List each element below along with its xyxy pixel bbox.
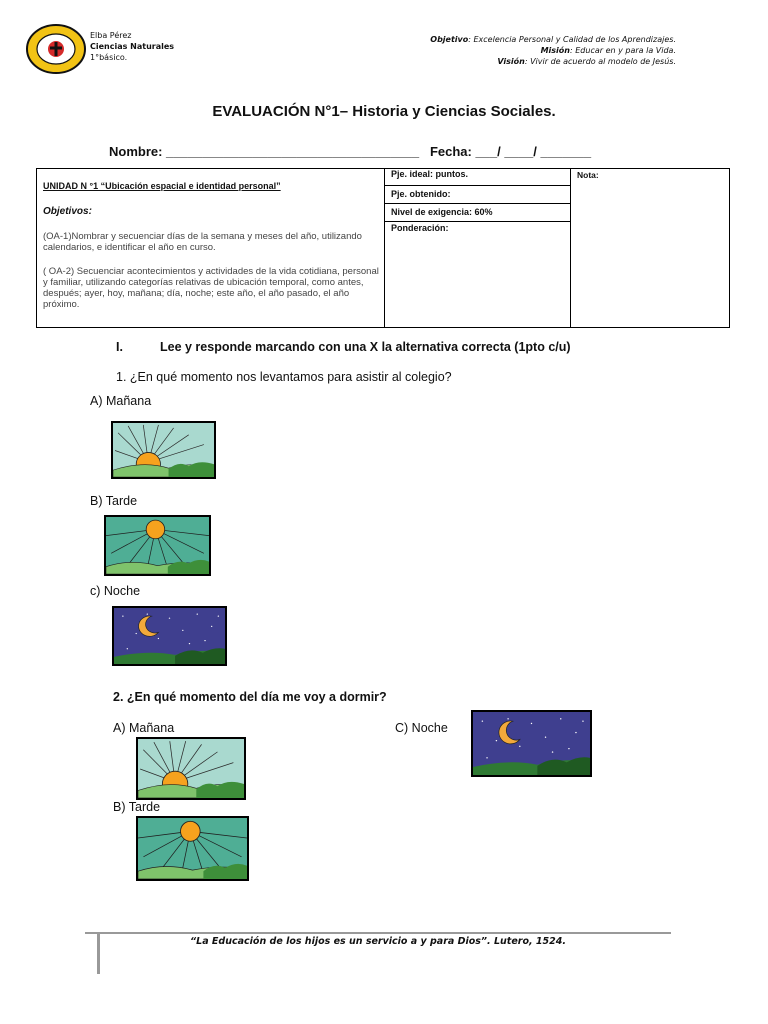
q1-option-b-label: B) Tarde: [90, 494, 138, 508]
section-instructions: Lee y responde marcando con una X la alternativa correcta (1pto c/u): [160, 340, 571, 354]
vision-line: [430, 56, 676, 67]
mision-line: [430, 45, 676, 56]
evaluation-info-table: [36, 168, 730, 328]
section-number: I.: [116, 340, 123, 354]
pje-ideal: Pje. ideal: puntos.: [385, 169, 570, 186]
mision-label: Misión: [540, 46, 570, 55]
footer-quote: “La Educación de los hijos es un servicio a y para Dios”. Lutero, 1524.: [190, 936, 566, 947]
teacher-info: [90, 30, 174, 63]
q1-option-b-afternoon-image[interactable]: [104, 515, 211, 576]
objetivo-label: Objetivo: [430, 35, 469, 44]
score-cell: [385, 169, 571, 327]
school-logo: [26, 24, 86, 74]
q2-option-c-night-image[interactable]: [471, 710, 592, 777]
objetivo-line: [430, 34, 676, 45]
nota-label: Nota:: [577, 170, 599, 180]
teacher-name: Elba Pérez: [90, 31, 132, 40]
pje-obtenido[interactable]: Pje. obtenido:: [385, 186, 570, 204]
question-2: 2. ¿En qué momento del día me voy a dormir?: [113, 690, 387, 704]
q2-option-c-label: C) Noche: [395, 721, 448, 735]
q1-option-c-label: c) Noche: [90, 584, 141, 598]
q1-option-a-label: A) Mañana: [90, 394, 152, 408]
section-heading: [116, 340, 571, 354]
q2-option-b-label: B) Tarde: [113, 800, 161, 814]
footer-divider: [85, 932, 671, 934]
school-mission: [430, 34, 676, 67]
mision-text: : Educar en y para la Vida.: [570, 46, 676, 55]
unit-title: UNIDAD N °1 “Ubicación espacial e identidad personal”: [43, 181, 281, 191]
objective-oa2: ( OA-2) Secuenciar acontecimientos y actividades de la vida cotidiana, personal y familiar, utilizando categorías relativas de ubicación temporal, como antes, después; ayer, hoy, mañana; día, noche; este año, el año pasado, el año próximo.: [43, 266, 379, 310]
grade: 1°básico.: [90, 53, 128, 62]
objectives-title: Objetivos:: [43, 206, 92, 217]
question-1: 1. ¿En qué momento nos levantamos para asistir al colegio?: [116, 370, 452, 384]
vision-text: : Vivir de acuerdo al modelo de Jesús.: [524, 57, 676, 66]
name-date-line[interactable]: Nombre: ___________________________________ Fecha: ___/ ____/ _______: [109, 144, 592, 159]
q1-option-a-morning-image[interactable]: [111, 421, 216, 479]
q2-option-a-label: A) Mañana: [113, 721, 175, 735]
vision-label: Visión: [497, 57, 525, 66]
nivel-exigencia: Nivel de exigencia: 60%: [385, 204, 570, 222]
ponderacion[interactable]: Ponderación:: [391, 223, 449, 233]
objective-oa1: (OA-1)Nombrar y secuenciar días de la semana y meses del año, utilizando calendarios, e identificar el año en curso.: [43, 231, 362, 253]
objetivo-text: : Excelencia Personal y Calidad de los Aprendizajes.: [468, 35, 676, 44]
page-title: EVALUACIÓN N°1– Historia y Ciencias Sociales.: [212, 103, 556, 120]
q1-option-c-night-image[interactable]: [112, 606, 227, 666]
subject: Ciencias Naturales: [90, 42, 175, 51]
q2-option-b-afternoon-image[interactable]: [136, 816, 249, 881]
q2-option-a-morning-image[interactable]: [136, 737, 246, 800]
grade-cell[interactable]: [571, 169, 729, 327]
objectives-cell: [37, 169, 385, 327]
